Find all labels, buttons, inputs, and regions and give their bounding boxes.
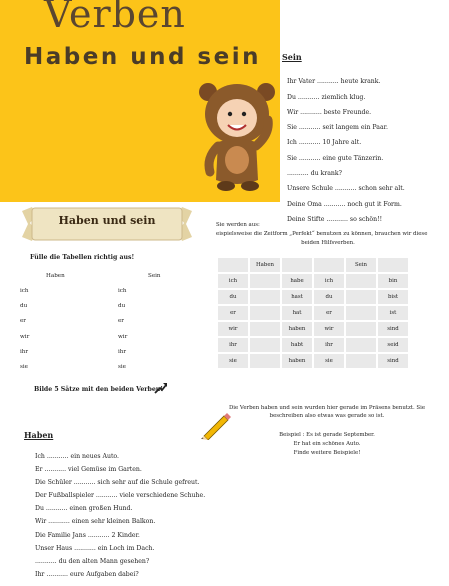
table-cell bbox=[250, 274, 280, 288]
table-cell: ich bbox=[218, 274, 248, 288]
left-pronoun: wir bbox=[20, 334, 30, 340]
page-subtitle: Haben und sein bbox=[24, 44, 261, 70]
left-pronoun: er bbox=[118, 318, 124, 324]
table-cell bbox=[346, 338, 376, 352]
sein-line: Ich ........... 10 Jahre alt. bbox=[287, 139, 362, 146]
haben-line: Er ........... viel Gemüse im Garten. bbox=[35, 466, 142, 473]
left-pronoun: wir bbox=[118, 334, 128, 340]
left-pronoun: ihr bbox=[118, 349, 127, 355]
sein-line: ........... du krank? bbox=[287, 170, 342, 177]
table-cell bbox=[346, 290, 376, 304]
table-cell: hat bbox=[282, 306, 312, 320]
praesens-example-2: Er hat ein schönes Auto. bbox=[293, 441, 361, 447]
table-cell bbox=[250, 322, 280, 336]
table-cell: du bbox=[218, 290, 248, 304]
left-table-col-haben: Haben bbox=[46, 273, 65, 279]
table-cell bbox=[314, 258, 344, 272]
left-pronoun: du bbox=[20, 303, 28, 309]
sein-heading: Sein bbox=[282, 52, 302, 62]
table-cell bbox=[346, 274, 376, 288]
table-cell bbox=[282, 258, 312, 272]
praesens-note-line-2: beschreiben also etwas was gerade so ist. bbox=[269, 413, 385, 419]
left-pronoun: er bbox=[20, 318, 26, 324]
table-cell: sie bbox=[218, 354, 248, 368]
table-cell: ihr bbox=[218, 338, 248, 352]
zeitform-note-intro: Sie werden aus: bbox=[216, 222, 260, 228]
table-cell: er bbox=[314, 306, 344, 320]
left-pronoun: du bbox=[118, 303, 126, 309]
zeitform-note-text-2: beiden Hilfsverben. bbox=[301, 240, 355, 246]
table-cell: sie bbox=[314, 354, 344, 368]
fill-instruction: Fülle die Tabellen richtig aus! bbox=[30, 254, 135, 261]
zeitform-note-text: eispielsweise die Zeitform „Perfekt“ benutzen zu können, brauchen wir diese bbox=[216, 231, 428, 237]
table-cell: bist bbox=[378, 290, 408, 304]
table-row bbox=[218, 338, 408, 352]
table-cell bbox=[250, 290, 280, 304]
table-cell: ist bbox=[378, 306, 408, 320]
table-header-haben: Haben bbox=[250, 258, 280, 272]
table-cell: haben bbox=[282, 322, 312, 336]
sein-line: Sie ........... eine gute Tänzerin. bbox=[287, 155, 384, 162]
table-row bbox=[218, 306, 408, 320]
haben-heading: Haben bbox=[24, 430, 54, 440]
page-title: Verben bbox=[44, 0, 186, 36]
sein-line: Sie ........... seit langem ein Paar. bbox=[287, 124, 388, 131]
table-cell: seid bbox=[378, 338, 408, 352]
table-cell: ich bbox=[314, 274, 344, 288]
table-cell bbox=[250, 354, 280, 368]
table-cell: wir bbox=[218, 322, 248, 336]
table-cell: sind bbox=[378, 322, 408, 336]
sein-line: Wir ........... beste Freunde. bbox=[287, 109, 372, 116]
conjugation-table bbox=[216, 256, 410, 370]
table-cell: bin bbox=[378, 274, 408, 288]
table-cell bbox=[346, 354, 376, 368]
table-cell bbox=[250, 306, 280, 320]
haben-line: Die Familie Jans ........... 2 Kinder. bbox=[35, 532, 140, 539]
praesens-note-line-1: Die Verben haben und sein wurden hier gerade im Präsens benutzt. Sie bbox=[228, 405, 426, 411]
table-cell bbox=[378, 258, 408, 272]
table-cell: sind bbox=[378, 354, 408, 368]
table-cell: wir bbox=[314, 322, 344, 336]
banner-title: Haben und sein bbox=[58, 214, 156, 227]
left-pronoun: sie bbox=[20, 364, 28, 370]
left-table-col-sein: Sein bbox=[148, 273, 161, 279]
table-cell bbox=[346, 322, 376, 336]
left-pronoun: ich bbox=[118, 288, 127, 294]
table-row bbox=[218, 322, 408, 336]
table-cell: ihr bbox=[314, 338, 344, 352]
haben-line: Ihr ........... eure Aufgaben dabei? bbox=[35, 571, 139, 578]
sein-line: Deine Stifte ........... so schön!! bbox=[287, 216, 383, 223]
sein-line: Ihr Vater ........... heute krank. bbox=[287, 78, 381, 85]
praesens-more: Finde weitere Beispiele! bbox=[293, 450, 361, 456]
left-pronoun: ihr bbox=[20, 349, 29, 355]
table-header-sein: Sein bbox=[346, 258, 376, 272]
haben-line: Die Schüler ........... sich sehr auf die Schule gefreut. bbox=[35, 479, 200, 486]
table-cell: du bbox=[314, 290, 344, 304]
bear-costume-child-illustration bbox=[196, 80, 278, 192]
sein-line: Du ........... ziemlich klug. bbox=[287, 94, 366, 101]
haben-line: Unser Haus ........... ein Loch im Dach. bbox=[35, 545, 155, 552]
table-cell: er bbox=[218, 306, 248, 320]
haben-line: Ich ........... ein neues Auto. bbox=[35, 453, 120, 460]
table-cell bbox=[250, 338, 280, 352]
sein-line: Deine Oma ........... noch gut it Form. bbox=[287, 201, 402, 208]
arrow-icon bbox=[154, 381, 168, 395]
sein-line: Unsere Schule ........... schon sehr alt. bbox=[287, 185, 405, 192]
praesens-example: Beispiel : Es ist gerade September. bbox=[279, 432, 375, 438]
table-cell bbox=[218, 258, 248, 272]
table-row bbox=[218, 290, 408, 304]
table-row bbox=[218, 274, 408, 288]
build-sentences-instruction: Bilde 5 Sätze mit den beiden Verben! bbox=[34, 386, 164, 393]
haben-line: ........... du den alten Mann gesehen? bbox=[35, 558, 150, 565]
left-pronoun: sie bbox=[118, 364, 126, 370]
haben-line: Wir ........... einen sehr kleinen Balkon. bbox=[35, 518, 156, 525]
haben-line: Du ........... einen großen Hund. bbox=[35, 505, 133, 512]
left-pronoun: ich bbox=[20, 288, 29, 294]
haben-line: Der Fußballspieler ........... viele verschiedene Schuhe. bbox=[35, 492, 206, 499]
table-cell: haben bbox=[282, 354, 312, 368]
table-cell: habe bbox=[282, 274, 312, 288]
table-cell: hast bbox=[282, 290, 312, 304]
table-row bbox=[218, 354, 408, 368]
table-cell: habt bbox=[282, 338, 312, 352]
table-row bbox=[218, 258, 408, 272]
table-cell bbox=[346, 306, 376, 320]
